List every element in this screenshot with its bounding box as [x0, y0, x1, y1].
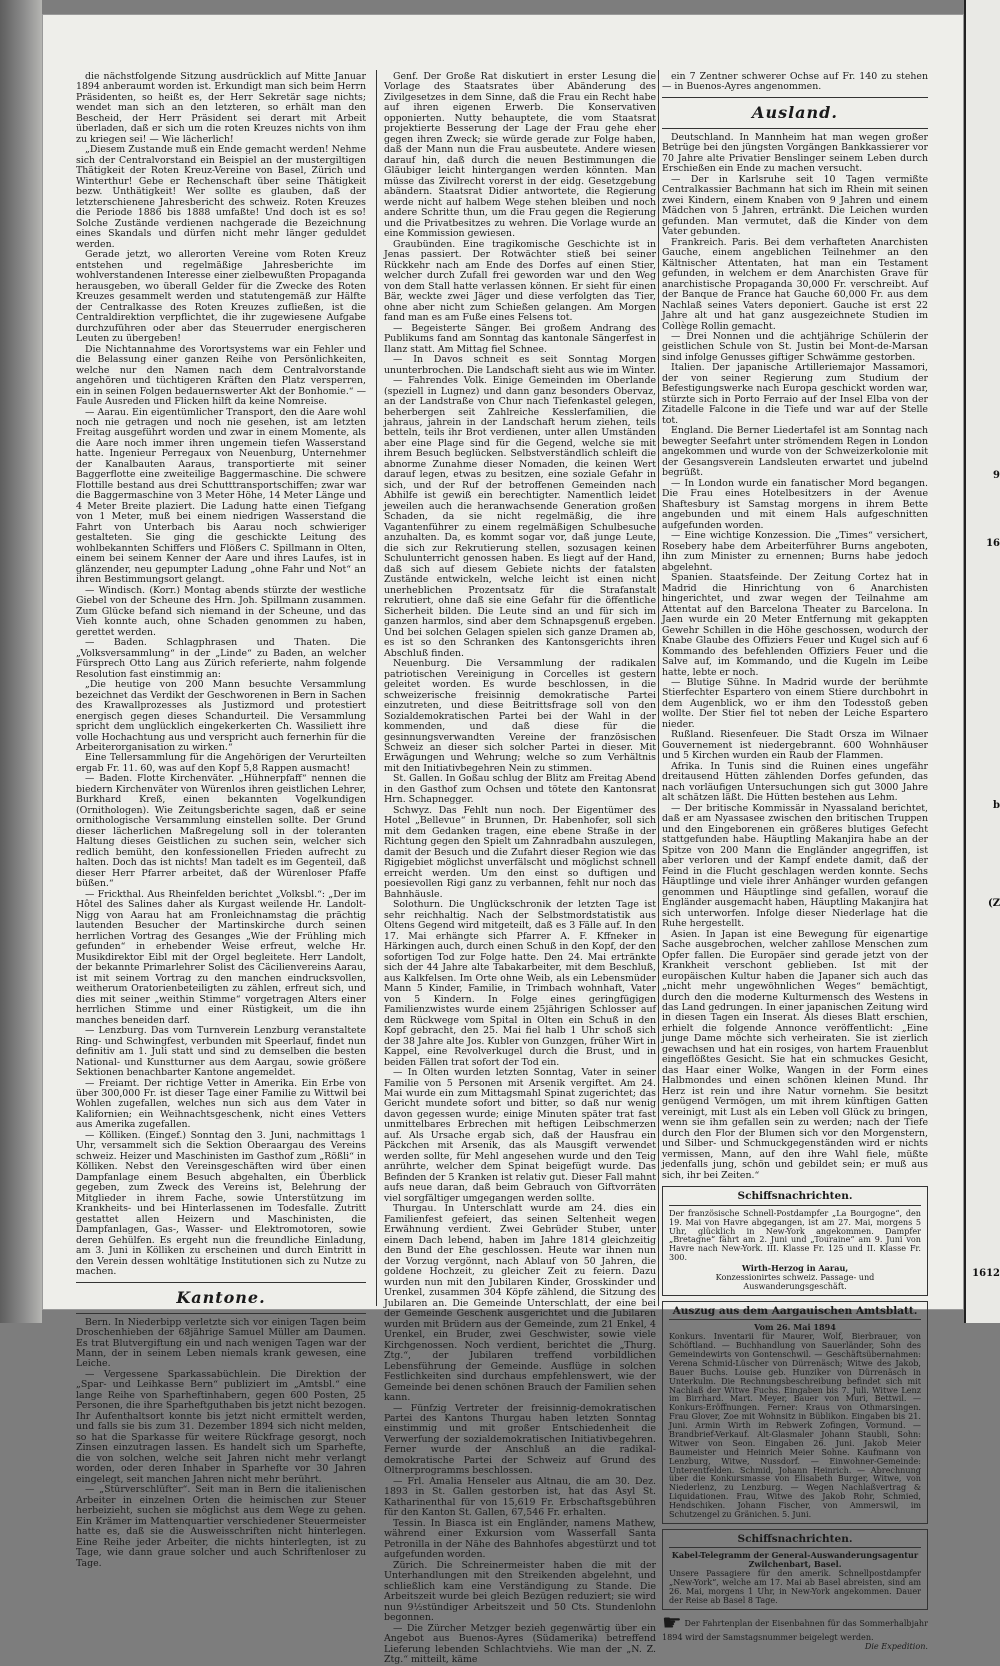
article-paragraph: England. Die Berner Liedertafel ist am Sonntag nach bewegter Seefahrt unter strömendem Regen in London angekommen und wurde von der Schweizerkolonie mit der Gesangsverein Landsleuten erwartet und jubelnd begrüßt.: [662, 425, 928, 479]
article-paragraph: St. Gallen. In Goßau schlug der Blitz am Freitag Abend in den Gasthof zum Ochsen und tötete den Kantonsrat Hrn. Schapnegger.: [384, 773, 656, 806]
divider: [662, 97, 928, 98]
column-rule: [658, 70, 659, 1306]
col1-articles: [76, 72, 366, 1278]
pointing-hand-icon: ☛: [662, 1610, 682, 1636]
article-paragraph: — Der britische Kommissär in Nyassaland berichtet, daß er am Nyassasee zwischen den britischen Truppen und den Eingeborenen ein größeres blutiges Gefecht stattgefunden habe. Häuptling Makanjira habe an der Spitze von 200 Mann die Engländer angegriffen, ist aber verloren und der Kampf endete damit, daß der Feind in die Flucht geschlagen werden konnte. Sechs Häuptlinge und viele ihrer Anhänger wurden gefangen genommen und Häuptlinge sind gefallen, worauf die Engländer ausgemacht haben, Häuptling Makanjira hat sich unterworfen. Infolge dieser Niederlage hat die Ruhe hergestellt.: [662, 802, 928, 930]
strip-mark: 1612: [972, 1268, 1000, 1279]
article-paragraph: Rußland. Riesenfeuer. Die Stadt Orsza im Wilnaer Gouvernement ist niedergebrannt. 600 Wohnhäuser und 5 Kirchen wurden ein Raub der Flammen.: [662, 729, 928, 762]
divider: [76, 1282, 366, 1283]
shipping-text: Unsere Passagiere für den amerik. Schnellpostdampfer „New-York“, welche am 17. Mai ab Basel abreisten, sind am 26. Mai, morgens 1 Uhr, in New-York angekommen. Dauer der Reise ab Basel 8 Tage.: [669, 1568, 921, 1605]
article-paragraph: — Freiamt. Der richtige Vetter in Amerika. Ein Erbe von über 300,000 Fr. ist dieser Tage einer Familie zu Wittwil bei Wohlen zugefallen, welches nun sich aus dem Vater in Kalifornien; ein Weihnachtsgeschenk, nicht eines Vetters aus Amerika zugefallen.: [76, 1077, 366, 1131]
section-title-kantone: Kantone.: [176, 1287, 266, 1307]
section-title-ausland: Ausland.: [752, 102, 838, 122]
divider: [662, 128, 928, 129]
article-paragraph: — Windisch. (Korr.) Montag abends stürzte der westliche Giebel von der Scheune des Hrn. Joh. Spillmann zusammen. Zum Glücke befand sich niemand in der Scheune, und das Vieh konnte auch, ohne Schaden genommen zu haben, gerettet werden.: [76, 584, 366, 638]
scan-left-edge: [0, 0, 42, 1323]
article-paragraph: Eine Tellersammlung für die Angehörigen der Verurteilten ergab Fr. 11. 60, was auf den Kopf 5,8 Rappen ausmacht!: [76, 752, 366, 774]
article-paragraph: Neuenburg. Die Versammlung der radikalen patriotischen Vereinigung in Corcelles ist gestern geleitet worden. Es wurde beschlossen, in die schweizerische freisinnig demokratische Partei einzutreten, und diese Beitrittsfrage soll von den Sozialdemokratischen Partei bei der Wahl in der kommenden, und daß diese für die gesinnungsverwandten Vereine der französischen Schweiz an dieser sich solcher Partei in dieser. Mit Erwägungen und Wehrung; welche so zum Verhältnis mit den Initiativbegehren Nein zu stimmen.: [384, 658, 656, 774]
article-paragraph: — Blutige Sühne. In Madrid wurde der berühmte Stierfechter Espartero von einem Stiere durchbohrt in dem Augenblick, wo er ihm den Todesstoß geben wollte. Der Stier fiel tot neben der Leiche Espartero nieder.: [662, 676, 928, 730]
article-paragraph: Asien. In Japan ist eine Bewegung für eigenartige Sache ausgebrochen, welcher zahllose Menschen zum Opfer fallen. Die Europäer sind gerade jetzt von der Krankheit verschont geblieben. Ist mit der europäischen Kultur haben die Japaner sich auch das „nicht mehr ungewöhnlichen Weges“ bemächtigt, durch den die moderne Kulturmensch des Westens in das Land gedrungen. In einer japanischen Zeitung wird in diesen Tagen ein Inserat. Als dieses Blatt erschien, erhielt die folgende Annonce veröffentlicht: „Eine junge Dame möchte sich verheiraten. Sie ist zierlich gewachsen und hat ein rosiges, von hartem Frauenblut eingeflößtes Gesicht. Sie hat ein schmuckes Gesicht, das Haar einer Wolke, Wangen in der Form eines Halbmondes und einen schönen kleinen Mund. Ihr Herz ist rein und ihre Natur vornehm. Sie besitzt genügend Vermögen, um mit ihrem künftigen Gatten vereinigt, mit Lust als ein Leben voll Glück zu bringen, wenn sie ihm gefallen sein zu werden; nach der Tiefe durch den Flor der Blumen sich vor den Morgenstern, und Silber- und Schmuckgegenständen wird er nichts vermissen, Mann, auf den ihre Wahl fiele, müßte jedenfalls jung, schön und gebildet sein; er muß aus sich, ihr bei Zeiten.“: [662, 928, 928, 1181]
amtsblatt-text: Konkurs. Inventarii für Maurer, Wolf, Bierbrauer, von Schöftland. — Buchhandlung von Sauerländer, Sohn des Gemeindewirts von Gontenschwil. — Geschäftsübernahmen: Verena Schmid-Lüscher von Dürrenäsch; Witwe des Jakob, Bauer Buchs. Louise geb. Hunziker von Dürrenäsch in Unterkulm. Die Rechnungsbeschreibung befindet sich mit Nachlaß der Witwe Fuchs. Eingaben bis 7. Juli. Witwe Lenz im Birrhard. Mart. Meyer, Bauer von Muri, Bettwil. — Konkurs-Eröffnungen. Ferner: Kraus von Othmarsingen. Frau Glover, Zoe mit Wohnsitz in Büblikon. Eingaben bis 21. Juni. Armin Wirth im Rebwerk Zofingen, Vormund. — Brandbrief-Verkauf. Alt-Glasmaler Johann Staubli, Sohn: Witwer von Seon. Eingaben 26. Juni. Jakob Meier Baumeister und Heinrich Meier Sohne. Kaufmann von Lenzburg, Witwe, Nussdorf. — Einwohner-Gemeinde: Unterentfelden. Schmid, Johann Heinrich. — Abrechnung über die Konkursmasse von Elisabeth Burger, Witwe, von Niederlenz, zu Lenzburg. — Wegen Nachlaßvertrag & Liquidationen. Frau, Witwe des Jakob Rohr, Schmied, Hendschiken. Johann Fischer, von Ammerswil, im Schutzengel zu Gränichen. 5. Juni.: [669, 1331, 921, 1520]
column-rule: [376, 70, 377, 1306]
article-paragraph: Schwyz. Das Fehlt nun noch. Der Eigentümer des Hotel „Bellevue“ in Brunnen, Dr. Habenhofer, soll sich mit dem Gedanken tragen, eine ebene Straße in der Richtung gegen den Spielt um Zahnradbahn auszulegen, damit der Besuch und die Zufahrt dieser Region wie das Rigigebiet möglichst unverfälscht und möglichst schnell erreicht werden. Um den einst so duftigen und poesievollen Rigi ganz zu verbannen, fehlt nur noch das Bahnhäusle.: [384, 804, 656, 900]
column-2: [384, 72, 656, 1666]
col3-articles: [662, 133, 928, 1181]
article-paragraph: — Kölliken. (Eingef.) Sonntag den 3. Juni, nachmittags 1 Uhr, versammelt sich die Sektion Oberaargau des Vereins schweiz. Heizer und Maschinisten im Gasthof zum „Rößli“ in Kölliken. Nebst den Vereinsgeschäften wird über einen Dampfanlage einem Besuch abgehalten, ein Überblick gegeben, zum Zweck des Vereins ist, Belehrung der Mitglieder in ihrem Fache, sowie Unterstützung im Krankheits- und bei Hinterlassenen im Todesfalle. Zutritt gestattet allen Heizern und Maschinisten, die Dampfanlagen, Gas-, Wasser- und Elektromotoren, sowie deren Gehülfen. Es ergeht nun die freundliche Einladung, am 3. Juni in Kölliken zu erscheinen und durch Eintritt in den Verein dessen wohltätige Institutionen sich zu Nutze zu machen.: [76, 1129, 366, 1278]
amtsblatt-box: [662, 1301, 928, 1524]
shipping-subtitle: Kabel-Telegramm der General-Auswanderungsagentur Zwilchenbart, Basel.: [671, 1550, 919, 1570]
note-signature: Die Expedition.: [864, 1640, 928, 1651]
article-paragraph: die nächstfolgende Sitzung ausdrücklich auf Mitte Januar 1894 anberaumt worden ist. Erkundigt man sich beim Herrn Präsidenten, so heißt es, der Herr Sekretär sage nichts; wendet man sich an den letzteren, so erhält man den Bescheid, der Herr Präsident sei derart mit Arbeit überladen, daß er sich um die roten Kreuzes nichts von ihm zu kriegen sei! — Wie lächerlich!: [76, 71, 366, 145]
article-paragraph: — Fünfzig Vertreter der freisinnig-demokratischen Partei des Kantons Thurgau haben letzten Sonntag einstimmig und mit großer Entschiedenheit die Verwerfung der sozialdemokratischen Initiativbegehren. Ferner wurde der Anschluß an die radikal-demokratische Partei der Schweiz auf Grund des Oltnerprogramms beschlossen.: [384, 1402, 656, 1477]
article-paragraph: Italien. Der japanische Artilleriemajor Massamori, der von seiner Regierung zum Studium der Befestigungswerke nach Europa geschickt worden war, stürzte sich in Porto Ferraio auf der Insel Elba von der Zitadelle Falcone in die Tiefe und war auf der Stelle tot.: [662, 362, 928, 426]
article-paragraph: — Fahrendes Volk. Einige Gemeinden im Oberlande (speziell in Lugnez) und dann ganz besonders Obervaz, an der Landstraße von Chur nach Tiefenkastel gelegen, beherbergen seit Zahlreiche Kesslerfamilien, die jahraus, jahrein in der Landschaft herum ziehen, teils betteln, teils ihr Brot verdienen, unter allen Umständen aber eine Plage sind für die Gegend, welche sie mit ihrem Besuch beglücken. Selbstverständlich schleift die abnorme Zunahme dieser Nomaden, die keinen Wert darauf legen, etwas zu besitzen, eine soziale Gefahr in sich, und der Ruf der betroffenen Gemeinden nach Abhilfe ist gewiß ein berechtigter. Namentlich leidet jeweilen auch die heranwachsende Generation großen Schaden, da sie nicht regelmäßig, die ihre Vagantenführer zu einem regelmäßigen Schulbesuche anzuhalten. Da, es kommt sogar vor, daß junge Leute, die sich zur Rekrutierung stellen, sozusagen keinen Schulunterricht genossen haben. Es liegt auf der Hand, daß sich auf diesem Gebiete nichts der fatalsten Zustände entwickeln, welche leicht ist einen nicht unerheblichen Prozentsatz für die Strafanstalt rekrutiert, ohne daß sie eine Gefahr für die öffentliche Sicherheit bilden. Die Leute sind an und für sich im ganzen harmlos, sind aber dem Schnapsgenuß ergeben. Und bei solchen Gelagen spielen sich ganze Dramen ab, es ist so den Schranken des Kantonsgerichts ihren Abschluß finden.: [384, 375, 656, 659]
article-paragraph: — Lenzburg. Das vom Turnverein Lenzburg veranstaltete Ring- und Schwingfest, verbunden mit Speerlauf, findet nun definitiv am 1. Juli statt und sind zu demselben die besten National- und Kunstturner aus dem Aargau, sowie größere Sektionen benachbarter Kantone angemeldet.: [76, 1025, 366, 1079]
article-paragraph: Die Nichtannahme des Vorortsystems war ein Fehler und die Belassung einer ganzen Reihe von Persönlichkeiten, welche nur den Namen nach dem Centralvorstande angehören und tüchtigeren Kräften den Platz versperren, ein in seinen Folgen bedauernswerter Akt der Bonhomie.“ — Faule Ausreden und Flicken hilft da keine Nomreise.: [76, 343, 366, 408]
article-paragraph: Afrika. In Tunis sind die Ruinen eines ungefähr dreitausend Hütten zählenden Dorfes gefunden, das nach vorläufigen Untersuchungen sich gut 3000 Jahre alt schätzen läßt. Die Hütten bestehen aus Lehm.: [662, 760, 928, 804]
article-paragraph: — In London wurde ein fanatischer Mord begangen. Die Frau eines Hotelbesitzers in der Avenue Shaftesbury ist Samstag morgens in ihrem Bette angebunden und mit einem Hals aufgeschnitten aufgefunden worden.: [662, 477, 928, 531]
article-paragraph: — Frickthal. Aus Rheinfelden berichtet „Volksbl.“: „Der im Hôtel des Salines daher als Kurgast weilende Hr. Landolt-Nigg von Aarau hat am Fronleichnamstag die prächtig lautenden Besucher der Martinskirche durch seinen herrlichen Vortrag des Gesanges „Wie der Frühling mich gefunden“ in erhebender Weise erfreut, welche Hr. Musikdirektor Eibl mit der Orgel begleitete. Herr Landolt, der bekannte Primarlehrer Solist des Cäcilienvereins Aarau, ist mit seinem Vortrag zu den manchen eindrucksvollen, weitherum Oratorienbeteiligten zu zählen, erfreut sich, und dies mit seiner „weithin Stimme“ vorgetragen Alters einer herrlichen Stimme und einer Rüstigkeit, um die ihn manches beneiden darf.: [76, 888, 366, 1026]
column-1: [76, 72, 366, 1569]
article-paragraph: — Eine wichtige Konzession. Die „Times“ versichert, Rosebery habe dem Arbeiterführer Burns angeboten, ihn zum Minister zu ernennen; Burns habe jedoch abgelehnt.: [662, 530, 928, 573]
shipping-notice-2: [662, 1529, 928, 1610]
col3-intro: ein 7 Zentner schwerer Ochse auf Fr. 140 zu stehen — in Buenos-Ayres angenommen.: [662, 71, 928, 93]
article-paragraph: Zürich. Die Schreinermeister haben die mit der Unterhandlungen mit den Streikenden abgelehnt, und schließlich kam eine Verständigung zu Stande. Die Arbeitszeit wurde bei gleich Bezügen reduziert; sie wird nun 9½stündiger Arbeitszeit und 50 Cts. Stundenlohn begonnen.: [384, 1559, 656, 1624]
article-paragraph: — Begeisterte Sänger. Bei großem Andrang des Publikums fand am Sonntag das kantonale Sängerfest in Ilanz statt. Am Mittag fiel Schnee.: [384, 322, 656, 355]
article-paragraph: — Der in Karlsruhe seit 10 Tagen vermißte Centralkassier Bachmann hat sich im Rhein mit seinen zwei Kindern, einem Knaben von 9 Jahren und einem Mädchen von 5 Jahren, ertränkt. Die Leichen wurden gefunden. Man vermutet, daß die Kinder von dem Vater gebunden.: [662, 173, 928, 238]
article-paragraph: — Baden. Flotte Kirchenväter. „Hühnerpfaff“ nennen die biedern Kirchenväter von Würenlos ihren geistlichen Lehrer, Burkhard Kreß, einen bekannten Vogelkundigen (Ornithologen). Wie Zeitungsberichte sagen, daß er seine ornithologische Versammlung einstellen sollte. Der Grund dieser lächerlichen Maßregelung soll in der toleranten Haltung dieses Geistlichen zu suchen sein, welcher sich redlich bemüht, den konfessionellen Frieden aufrecht zu halten. Doch das ist nichts! Man tadelt es im Gegenteil, daß dieser Herr Pfarrer arbeitet, daß der Würenloser Pfaffe büßen.“: [76, 773, 366, 890]
column-3: [662, 72, 928, 1651]
article-paragraph: — Drei Nonnen und die achtjährige Schülerin der geistlichen Schule von St. Justin bei Mont-de-Marsan sind infolge Genusses giftiger Schwämme gestorben.: [662, 331, 928, 363]
article-paragraph: — Vergessene Sparkassabüchlein. Die Direktion der „Spar- und Leihkasse Bern“ publiziert im „Amtsbl.“ eine lange Reihe von Sparheftinhabern, gegen 600 Posten, 25 Personen, die ihre Sparheftguthaben bis jetzt nicht bezogen. Ihr Aufenthaltsort konnte bis jetzt nicht ermittelt werden, und falls sie bis zum 31. Dezember 1894 sich nicht melden, so hat die Sparkasse für weitere Rückfrage gesorgt, noch Zinsen einzutragen lassen. Es handelt sich um Sparhefte, die von solchen, welche seit Jahren nicht mehr verlangt worden, oder deren Inhaber in Sparhefte vor 30 Jahren eingelegt, seit manchen Jahren nicht mehr berührt.: [76, 1368, 366, 1485]
article-paragraph: Solothurn. Die Unglückschronik der letzten Tage ist sehr reichhaltig. Nach der Selbstmordstatistik aus Oltens Gegend wird mitgeteilt, daß es 3 Fälle auf. In den 17. Mai erhängte sich Pfarrer A. F. Kffneker in Härkingen auch, durch einen Schuß in den Kopf, der den sofortigen Tod zur Folge hatte. Den 24. Mai ertränkte sich der 44 Jahre alte Tabakarbeiter, mit dem Beschluß, aus Kalkfelsen. Im Orte ohne Weib, als ein Lebensmüder Mann 5 Kinder, Familie, in Trimbach wohnhaft, Vater von 5 Kindern. In Folge eines geringfügigen Familienzwistes wurde einem 25jährigen Schlosser auf dem Rückwege vom Spital in Olten ein Schuß in den Kopf gebracht, den 25. Mai fiel halb 1 Uhr schoß sich der 38 Jahre alte Jos. Kubler von Gunzgen, früher Wirt in Kappel, eine Revolverkugel durch die Brust, und in beiden Fällen trat sofort der Tod ein.: [384, 899, 657, 1068]
strip-mark: 9: [993, 470, 1000, 481]
amtsblatt-date: Vom 26. Mai 1894: [754, 1322, 836, 1333]
article-paragraph: — Frl. Amalia Henseler aus Altnau, die am 30. Dez. 1893 in St. Gallen gestorben ist, hat das Asyl St. Katharinenthal für von 15,619 Fr. Erbschaftsgebühren für den Kanton St. Gallen, 67,546 Fr. erhalten.: [384, 1475, 656, 1519]
article-paragraph: Frankreich. Paris. Bei dem verhafteten Anarchisten Gauche, einem angeblichen Teilnehmer an den Kältnischer Attentaten, hat man ein Testament gefunden, in welchem er dem Anarchisten Grave für anarchistische Propaganda 30,000 Fr. verschreibt. Auf der Banque de France hat Gauche 60,000 Fr. aus dem Nachlaß seines Vaters deponiert. Gauche ist erst 22 Jahre alt und hat ganz ausgezeichnete Studien im Collège Rollin gemacht.: [662, 236, 928, 332]
article-paragraph: — In Olten wurden letzten Sonntag, Vater in seiner Familie von 5 Personen mit Arsenik vergiftet. Am 24. Mai wurde ein zum Mittagsmahl Spinat zugerichtet; das Gericht mundete sofort und bitter, so daß nur wenig davon gegessen wurde; einige Minuten später trat fast unmittelbares Erbrechen mit heftigen Leibschmerzen auf. Als Ursache ergab sich, daß der Hausfrau ein Päckchen mit Arsenik, das als Mausgift verwendet werden sollte, für Mehl angesehen wurde und den Teig anrührte, welcher dem Spinat beigefügt wurde. Das Befinden der 5 Kranken ist relativ gut. Dieser Fall mahnt aufs neue daran, daß beim Gebrauch von Giftvorräten viel sorgfältiger umgegangen werden sollte.: [384, 1067, 656, 1204]
article-paragraph: — In Davos schneit es seit Sonntag Morgen ununterbrochen. Die Landschaft sieht aus wie im Winter.: [384, 354, 656, 376]
strip-mark: b: [993, 800, 1000, 811]
shipping-notice-1: [662, 1186, 928, 1296]
agent-name: Wirth-Herzog in Aarau,: [741, 1263, 849, 1274]
agent-subtitle: Konzessionirtes schweiz. Passage- und Auswanderungsgeschäft.: [715, 1272, 875, 1291]
article-paragraph: Deutschland. In Mannheim hat man wegen großer Betrüge bei den jüngsten Vorgängen Bankkassierer vor 70 Jahre alte Privatier Benslinger seinem Leben durch Erschießen ein Ende zu machen versucht.: [662, 131, 928, 175]
article-paragraph: Graubünden. Eine tragikomische Geschichte ist in Jenas passiert. Der Rotwächter stieß bei seiner Rückkehr nach am Ende des Dorfes auf einen Stier, welcher durch Zufall frei geworden war und den Weg von dem Stall hatte verlassen können. Er sieht für einen Bär, weckte zwei Jäger und diese verfolgten das Tier, ohne aber nicht zum Schießen gelangen. Am Morgen fand man es am Fuße eines Felsens tot.: [384, 238, 656, 324]
article-paragraph: — Die Zürcher Metzger bezieh gegenwärtig über ein Angebot aus Buenos-Ayres (Südamerika) betreffend Lieferung lebenden Schlachtviehs. Wie man der „N. Z. Ztg.“ mitteilt, käme: [384, 1622, 656, 1666]
note-text: Der Fahrtenplan der Eisenbahnen für das Sommerhalbjahr 1894 wird der Samstagsnummer beigelegt werden.: [662, 1617, 929, 1642]
article-paragraph: Spanien. Staatsfeinde. Der Zeitung Cortez hat in Madrid die Hinrichtung von 6 Anarchisten hingerichtet, und zwar wegen der Teilnahme am Attentat auf den Barcelona Theater zu Barcelona. In Jaen wurde ein 20 Meter Entfernung mit gekappten Gewehr Schillen in die Höhe geschossen, wodurch der Knabe Glaube des Offiziers Feuer und Kugel sich auf 6 Kommando des befehlenden Offiziers Feuer und die Salve auf, im Kommando, und die Kugeln im Leibe hatte, lebte er noch.: [662, 572, 928, 678]
article-paragraph: Tessin. In Biasca ist ein Engländer, namens Mathew, während einer Exkursion vom Wasserfall Santa Petronilla in der Nähe des Bahnhofes abgestürzt und tot aufgefunden worden.: [384, 1517, 656, 1561]
adjacent-page-strip: [964, 0, 1000, 1323]
article-paragraph: Gerade jetzt, wo allerorten Vereine vom Roten Kreuz entstehen und regelmäßige Jahresberichte im wohlverstandenen Interesse einer zielbewußten Propaganda herausgeben, wo überall Gelder für die Zwecke des Roten Kreuzes gesammelt werden und statutengemäß zur Hälfte der Centralkasse des Roten Kreuzes zufließen, ist die Centraldirektion verpflichtet, die ihr zugewiesene Aufgabe durchzuführen oder aber das Steuerruder energischeren Leuten zu übergeben!: [76, 249, 366, 345]
article-paragraph: Bern. In Niederbipp verletzte sich vor einigen Tagen beim Droschenhieben der 68jährige Samuel Müller am Daumen. Es trat Blutvergiftung ein und nach wenigen Tagen war der Mann, der in seinem Leben niemals krank gewesen, eine Leiche.: [76, 1316, 366, 1370]
article-paragraph: — Aarau. Ein eigentümlicher Transport, den die Aare wohl noch nie getragen und noch nie gesehen, ist am letzten Freitag ausgeführt worden und zwar in einem Momente, als die Aare noch immer ihren ungemein tiefen Wasserstand hatte. Ingenieur Perregaux von Neuenburg, Unternehmer der Kanalbauten Aaraus, transportierte mit seiner Baggerflotte eine zweiteilige Baggermaschine. Die schwere Flottille bestand aus drei Schutttransportschiffen; zwar war die Baggermaschine von 3 Meter Höhe, 14 Meter Länge und 4 Meter Breite plaziert. Die Ladung hatte einen Tiefgang von 1 Meter, muß bei einem niedrigen Wasserstand die Fahrt von Unterbach bis Aarau noch schwieriger gestalteten. Sie ging die geschickte Leitung des wohlbekannten Schiffers und Flößers C. Spillmann in Olten, einem bei seinem Kenner der Aare und ihres Laufes, ist in glänzender, neu gepumpter Ladung „ohne Fahr und Not“ an ihren Bestimmungsort gelangt.: [76, 406, 366, 586]
article-paragraph: „Die heutige von 200 Mann besuchte Versammlung bezeichnet das Verdikt der Geschworenen in Bern in Sachen des Krawallprozesses als Justizmord und protestiert energisch gegen dieses Schandurteil. Die Versammlung spricht dem unglücklich eingekerkerten Ch. Wassiliett ihre volle Hochachtung aus und verspricht auch fernerhin für die Arbeiterorganisation zu wirken.“: [76, 679, 366, 753]
divider: [76, 1313, 366, 1314]
strip-mark: (Z: [987, 898, 1000, 909]
shipping-title: Schiffsnachrichten.: [669, 1191, 921, 1206]
article-paragraph: Genf. Der Große Rat diskutiert in erster Lesung die Vorlage des Staatsrates über Abänderung des Zivilgesetzes in dem Sinne, daß die Frau ein Recht habe auf ihren eigenen Erwerb. Die Konservativen opponierten. Nutty behauptete, die vom Staatsrat projektierte Besserung der Lage der Frau gehe eher gegen ihren Zweck; sie würde gerade zur Folge haben, daß der Mann nun die Frau ausbeutete. Andere wiesen darauf hin, daß durch die neuen Bestimmungen die Gläubiger leicht hintergangen werden könnten. Man müsse das Zivilrecht vorerst in der eidg. Gesetzgebung abändern. Staatsrat Didier antwortete, die Regierung werde nicht auf halbem Wege stehen bleiben und noch andere Schritte thun, um die Frau gegen die Regierung und die Privatbesitzes zu wehren. Die Vorlage wurde an eine Kommission gewiesen.: [384, 71, 656, 240]
shipping-title: Schiffsnachrichten.: [669, 1534, 921, 1549]
strip-mark: 16: [986, 538, 1000, 549]
article-paragraph: — „Stürverschlüfter“. Seit man in Bern die italienischen Arbeiter in einzelnen Orten die heimischen zur Steuer herbeizieht, suchen sie möglichst aus dem Wege zu gehen. Ein Krämer im Mattenquartier verschiedener Steuermeister hatte es, daß sie die Ausweisschriften nicht hinterlegen. Eine Reihe jeder Arbeiter, die nichts hinterlegten, ist zu Tage, wie dann graue solcher und auch Schriftenloser zu Tage.: [76, 1484, 366, 1569]
col1-kantone-articles: [76, 1318, 366, 1570]
amtsblatt-title: Auszug aus dem Aargauischen Amtsblatt.: [669, 1306, 921, 1321]
shipping-text: Der französische Schnell-Postdampfer „La Bourgogne“, den 19. Mai von Havre abgegangen, ist am 27. Mai, morgens 5 Uhr, glücklich in New-York angekommen. Dampfer „Bretagne“ fährt am 2. Juni und „Touraine“ am 9. Juni von Havre nach New-York. III. Klasse Fr. 125 und II. Klasse Fr. 300.: [669, 1207, 921, 1263]
article-paragraph: Thurgau. In Unterschlatt wurde am 24. dies ein Familienfest gefeiert, das seinen Seltenheit wegen Erwähnung verdient. Zwei Gebrüder Stuber, unter einem Dach lebend, haben im Jahre 1814 gleichzeitig den Bund der Ehe geschlossen. Heute war ihnen nun der Vorzug vergönnt, nach Ablauf von 50 Jahren, die goldene Hochzeit, zu gleicher Zeit zu feiern. Dazu wurden nun mit den Jubilaren Kinder, Grosskinder und Urenkel, zusammen 304 Köpfe zählend, die Sitzung des Jubilaren an. Die Gemeinde Unterschlatt, der eine bei der Gemeinde Geschenk ausgerichtet und die Jubilaren wurden mit Brüdern aus der Gemeinde, zum 21 Enkel, 4 Urenkel, ein Bruder, zwei Geschwister, sowie viele Kirchgenossen. Noch verdient, berichtet die „Thurg. Ztg.“, der Jubilaren treffend vorbildlichen Lebensführung der Gemeinde. Ausflüge in solchen Festlichkeiten sind durchaus empfehlenswert, wie der Gemeinde bei denen schönen Brauch der Familien sehen kann.: [384, 1203, 656, 1404]
article-paragraph: „Diesem Zustande muß ein Ende gemacht werden! Nehme sich der Centralvorstand ein Beispiel an der mustergiltigen Thätigkeit der Roten Kreuz-Vereine von Basel, Zürich und Winterthur! Gebe er Rechenschaft über seine Thätigkeit bezw. Unthätigkeit! Wer sollte es glauben, daß der letzterschienene Jahresbericht des schweiz. Roten Kreuzes die Periode 1886 bis 1888 umfaßte! Und doch ist es so! Solche Zustände verdienen nachgerade die Bezeichnung eines Skandals und dürfen nicht mehr länger geduldet werden.: [76, 144, 366, 250]
col2-articles: [384, 72, 656, 1666]
article-paragraph: — Baden. Schlagphrasen und Thaten. Die „Volksversammlung“ in der „Linde“ zu Baden, an welcher Fürsprech Otto Lang aus Zürich referierte, nahm folgende Resolution fast einstimmig an:: [76, 637, 366, 680]
expedition-note: [662, 1610, 929, 1651]
